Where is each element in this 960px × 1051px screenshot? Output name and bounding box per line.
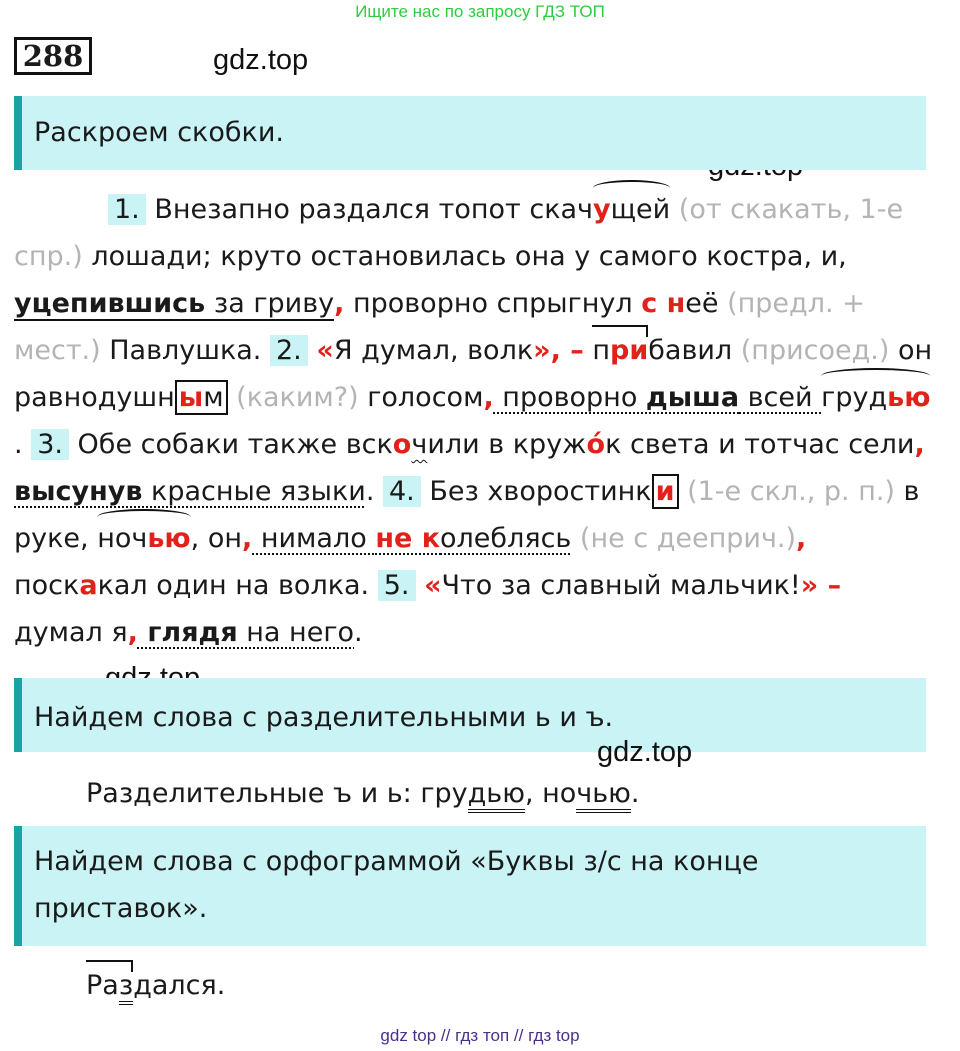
answer-label: Разделительные ъ и ь: — [86, 778, 421, 809]
highlight-letter: ы — [178, 382, 204, 413]
text-run: . — [14, 429, 23, 460]
watermark: gdz.top — [597, 736, 693, 768]
text-run: , — [524, 778, 543, 809]
punctuation-dash: – — [818, 570, 842, 601]
highlight-prep: с н — [641, 288, 686, 319]
text-run: гру — [420, 778, 468, 809]
sentence-number: 4. — [383, 476, 421, 507]
text-run: дался. — [133, 970, 226, 1001]
section-heading-brackets — [14, 96, 926, 170]
hint: (каким?) — [227, 382, 359, 413]
punctuation-dash: – — [560, 335, 584, 366]
section-heading-separators — [14, 678, 926, 752]
text-run: груд — [821, 382, 888, 413]
punctuation-comma: , — [127, 617, 138, 648]
text-run: м — [203, 382, 224, 413]
text-run: Обе собаки также вск — [68, 429, 393, 460]
text-run: в руке, — [14, 476, 920, 554]
highlight-letter: ью — [147, 523, 191, 554]
hint: (присоед.) — [732, 335, 890, 366]
underlined-text: красные языки — [142, 476, 366, 507]
task-number: 288 — [14, 37, 92, 75]
punctuation-comma: , — [796, 523, 807, 554]
gerund: глядя — [137, 617, 238, 648]
text-run: Павлушка. — [100, 335, 262, 366]
prefix-mark — [592, 327, 648, 374]
punctuation-comma: , — [483, 382, 494, 413]
sentence-number: 5. — [378, 570, 416, 601]
highlight-letter: р — [610, 335, 630, 366]
hint: (не с дееприч.) — [571, 523, 797, 554]
hint: (1-е скл., р. п.) — [678, 476, 895, 507]
double-underline: з — [119, 970, 133, 1005]
root-arc — [821, 374, 930, 421]
wavy-underline: ч — [411, 429, 428, 460]
text-run: Я думал, волк — [333, 335, 534, 366]
punctuation-quote: « — [316, 335, 334, 366]
text-run: Без хворостинк — [420, 476, 652, 507]
highlight-letter: о — [392, 429, 412, 460]
text-run: думал я — [14, 617, 128, 648]
punctuation-comma: , — [242, 523, 253, 554]
sentence-number: 3. — [31, 429, 69, 460]
text-run: , он — [190, 523, 242, 554]
answer-prefixes — [86, 962, 926, 1009]
text-run: поск — [14, 570, 80, 601]
answer-separators — [86, 770, 926, 817]
gerund: дыша — [645, 382, 740, 413]
underlined-text: на него — [237, 617, 355, 648]
heading-text: Раскроем скобки. — [34, 117, 284, 148]
text-run: голосом — [358, 382, 484, 413]
text-run: её — [685, 288, 719, 319]
root-arc — [593, 186, 670, 233]
sentence-number: 2. — [270, 335, 308, 366]
highlight-particle: не к — [375, 523, 441, 554]
text-run: лошади; круто остановилась она у самого костра, и, — [82, 241, 847, 272]
punctuation-quote: « — [424, 570, 442, 601]
prefix-text: п — [592, 335, 611, 366]
text-run: Что за славный мальчик! — [441, 570, 801, 601]
adverbial-phrase — [252, 523, 571, 554]
text-run: . — [630, 778, 640, 809]
ending-box: и — [652, 474, 679, 509]
punctuation-quote: » — [533, 335, 551, 366]
footer-links[interactable]: gdz top // гдз топ // гдз top — [380, 1026, 580, 1045]
text-run: бавил — [648, 335, 733, 366]
highlight-letter: у — [593, 194, 611, 225]
double-underline: дью — [468, 778, 525, 813]
text-run: олеблясь — [440, 523, 572, 554]
hint: (от скакать, 1-е спр.) — [14, 194, 904, 272]
double-underline: чью — [576, 778, 631, 813]
text-run: . — [365, 476, 375, 507]
punctuation-comma: , — [334, 288, 345, 319]
text-run: кал один на волка. — [97, 570, 370, 601]
text-run: проворно — [493, 382, 646, 413]
highlight-letter: ью — [887, 382, 931, 413]
sentence-number: 1. — [108, 194, 146, 225]
punctuation-quote: » — [800, 570, 819, 601]
text-run: он равнодушн — [14, 335, 933, 413]
section-heading-prefixes — [14, 826, 926, 946]
text-run: ноч — [97, 523, 148, 554]
text-run: но — [542, 778, 577, 809]
watermark: gdz.top — [213, 44, 309, 76]
hint: (предл. + мест.) — [14, 288, 865, 366]
text-run: или в круж — [427, 429, 587, 460]
underlined-text: за гриву — [205, 288, 335, 319]
exercise-text — [14, 186, 934, 656]
text-run: нимало — [252, 523, 376, 554]
highlight-letter: о́ — [586, 429, 606, 460]
text-run: всей — [739, 382, 822, 413]
ending-box — [175, 380, 228, 415]
highlight-letter: и — [629, 335, 649, 366]
text-run: к света и тотчас сели — [605, 429, 915, 460]
heading-text: Найдем слова с разделительными ь и ъ. — [34, 702, 614, 733]
punctuation-comma: , — [550, 335, 561, 366]
top-banner[interactable]: Ищите нас по запросу ГДЗ ТОП — [355, 2, 605, 21]
text-run: . — [354, 617, 363, 648]
highlight-letter: а — [79, 570, 98, 601]
heading-text: Найдем слова с орфограммой «Буквы з/с на конце приставок». — [34, 846, 759, 924]
text-run: щей — [610, 194, 671, 225]
prefix-text: Ра — [86, 970, 119, 1001]
root-arc — [97, 515, 190, 562]
adverbial-phrase — [494, 382, 931, 413]
participle-phrase: уцепившись — [14, 288, 206, 319]
prefix-mark — [86, 962, 133, 1009]
punctuation-comma: , — [914, 429, 925, 460]
text-run: проворно спрыгнул — [344, 288, 642, 319]
text-run: Внезапно раздался топот скач — [145, 194, 594, 225]
gerund: высунув — [14, 476, 143, 507]
